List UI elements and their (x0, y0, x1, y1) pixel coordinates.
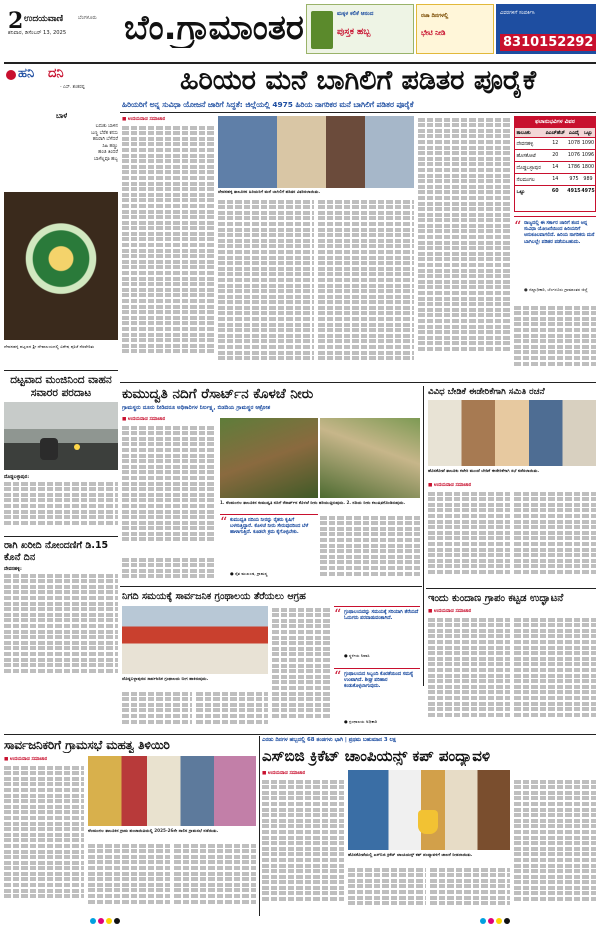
honey-brand-right: ದನಿ (48, 66, 64, 81)
resort-quote (220, 514, 318, 584)
resort-photo-1 (220, 418, 318, 498)
section-divider-bottom (4, 734, 596, 735)
lead-quote-box (514, 216, 596, 300)
cricket-body-col4 (514, 778, 596, 914)
cricket-body-col3 (430, 866, 510, 914)
resort-headline: ಕುಮುದ್ವತಿ ನದಿಗೆ ರೆಸಾರ್ಟ್‌ನ ಕೊಳಚೆ ನೀರು (122, 386, 314, 402)
library-quote-1-attribution: ● ಸ್ಥಳೀಯ ನಿವಾಸಿ (344, 653, 370, 658)
library-quote-1-text: ಗ್ರಂಥಾಲಯವನ್ನು ಸಮಯಕ್ಕೆ ಸರಿಯಾಗಿ ತೆರೆಯದೆ ಓದುಗರು ಪರದಾಡುವಂತಾಗಿದೆ. (344, 610, 419, 622)
headlight-shape (74, 444, 80, 450)
cricket-left-rule (259, 736, 260, 916)
meeting-headline: ವಿವಿಧ ಬೇಡಿಕೆ ಈಡೇರಿಕೆಗಾಗಿ ಸಮಿತಿ ರಚನೆ (428, 387, 545, 397)
library-divider (120, 586, 422, 587)
quote-mark-icon: “ (334, 607, 342, 623)
ration-table (515, 128, 595, 197)
grampanchayat-body-col2 (514, 616, 596, 730)
temple-photo-caption: ದೇವನಹಳ್ಳಿ ಪಟ್ಟಣದ ಶ್ರೀ ದೇವಾಲಯದಲ್ಲಿ ವಿಶೇಷ ಪೂಜೆ ನೆರವೇರಿತು (4, 344, 95, 349)
ad-phone-number[interactable]: 8310152292 (500, 34, 596, 51)
resort-body-col1 (122, 424, 216, 554)
lead-headline: ಹಿರಿಯರ ಮನೆ ಬಾಗಿಲಿಗೆ ಪಡಿತರ ಪೂರೈಕೆ (179, 65, 537, 96)
ration-col-header: ಎಎವೈ (568, 130, 580, 136)
lead-body-col4 (418, 116, 510, 378)
ragi-dateline: ದೇವನಹಳ್ಳಿ: (4, 567, 22, 572)
vehicle-shape (40, 438, 58, 460)
meeting-left-rule (423, 386, 424, 686)
resort-photo-caption: 1. ನೆಲಮಂಗಲ ತಾಲೂಕಿನ ಕುಮುದ್ವತಿ ನದಿಗೆ ರೆಸಾರ್ಟ್‌ನ ಕೊಳಚೆ ನೀರು ಹರಿಯುತ್ತಿರುವುದು. 2. ನದಿಯ ನೀರು ಕಲುಷಿತಗೊಂಡಿರುವುದು. (220, 500, 406, 505)
library-body-col1 (122, 690, 192, 730)
masthead (0, 0, 600, 62)
honey-author: - ಎಸ್. ಶಂಕರಪ್ಪ (60, 85, 85, 90)
resort-byline: ■ ಉದಯವಾಣಿ ಸಮಾಚಾರ (122, 417, 166, 422)
library-headline: ನಿಗದಿ ಸಮಯಕ್ಕೆ ಸಾರ್ವಜನಿಕ ಗ್ರಂಥಾಲಯ ತೆರೆಯಲು ಆಗ್ರಹ (122, 591, 306, 602)
library-quote-1 (334, 606, 420, 664)
library-body-col3 (272, 606, 330, 730)
meeting-byline: ■ ಉದಯವಾಣಿ ಸಮಾಚಾರ (428, 483, 472, 488)
fog-divider (4, 370, 118, 371)
lead-photo-caption: ದೇವನಹಳ್ಳಿ ತಾಲೂಕಿನ ಹಿರಿಯರಿಗೆ ಮನೆ ಬಾಗಿಲಿಗೆ ಪಡಿತರ ವಿತರಿಸಲಾಯಿತು. (218, 189, 321, 194)
gramasabha-body-col1 (4, 764, 84, 914)
resort-body-col3 (320, 514, 420, 584)
trophy-icon (418, 810, 438, 834)
poem-line: ಬಾಳೆಲ್ಲವೂ ಹಬ್ಬ (93, 156, 118, 162)
section-divider-1 (120, 382, 596, 383)
cricket-body-col1 (262, 778, 344, 914)
cricket-photo (348, 770, 510, 850)
ad-banner-3[interactable] (496, 4, 596, 54)
grampanchayat-headline: ಇಂದು ಕುಂದಾಣ ಗ್ರಾಪಂ ಕಟ್ಟಡ ಉದ್ಘಾಟನೆ (428, 593, 564, 604)
ragi-divider (4, 536, 118, 537)
lead-body-col3 (318, 198, 414, 378)
cricket-kicker: ಎರಡು ದಿನಗಳ ಹಬ್ಬದಲ್ಲಿ 68 ತಂಡಗಳು ಭಾಗಿ | ಪ್ರಥಮ ಬಹುಮಾನ 3 ಲಕ್ಷ (262, 737, 396, 743)
honey-brand-left: ಹನಿ (18, 66, 35, 81)
cricket-photo-caption: ಹೊಸಕೋಟೆಯಲ್ಲಿ ಎಸ್‌ಬಿಜಿ ಕ್ರಿಕೆಟ್ ಚಾಂಪಿಯನ್ಸ್ ಕಪ್ ಪಂದ್ಯಾವಳಿಗೆ ಚಾಲನೆ ನೀಡಲಾಯಿತು. (348, 852, 473, 857)
gramasabha-photo (88, 756, 256, 826)
poem-line: ಹಸಿರಾಗಿ ಬೆಳೆದರೆ (92, 137, 118, 143)
cricket-byline: ■ ಉದಯವಾಣಿ ಸಮಾಚಾರ (262, 771, 306, 776)
poem-line: ಬದುಕು ಬಾಳಿನ (95, 124, 118, 129)
table-row: ದೊಡ್ಡಬಳ್ಳಾಪುರ 14 1786 1800 (515, 162, 595, 174)
fog-photo (4, 402, 118, 470)
ration-col-header: ಪಿಎಚ್‌ಹೆಚ್ (545, 130, 565, 136)
library-quote-2-attribution: ● ಗ್ರಂಥಾಲಯ ಅಧಿಕಾರಿ (344, 719, 378, 724)
ad-banner-2[interactable] (416, 4, 494, 54)
ad2-line2: ಭೇಟಿ ನೀಡಿ (421, 29, 446, 37)
meeting-photo-caption: ಹೊಸಕೋಟೆ ತಾಲೂಕು ಕಚೇರಿ ಮುಂದೆ ಬೇಡಿಕೆ ಈಡೇರಿಕೆಗಾಗಿ ಸಭೆ ನಡೆಸಲಾಯಿತು. (428, 468, 540, 473)
table-row-total: ಒಟ್ಟು 60 4915 4975 (515, 186, 595, 198)
gramasabha-photo-caption: ನೆಲಮಂಗಲ ತಾಲೂಕಿನ ಗ್ರಾಮ ಪಂಚಾಯಿತಿಯಲ್ಲಿ 2025-26ನೇ ಸಾಲಿನ ಗ್ರಾಮಸಭೆ ನಡೆಯಿತು. (88, 828, 219, 833)
ration-table-title: ಫಲಾನುಭವಿಗಳ ವಿವರ (515, 117, 595, 128)
resort-body-col1b (122, 556, 216, 584)
poem-title: ಬಾಳೆ (56, 112, 68, 120)
lead-byline: ■ ಉದಯವಾಣಿ ಸಮಾಚಾರ (122, 117, 166, 122)
ragi-headline: ರಾಗಿ ಖರೀದಿ ನೋಂದಣಿಗೆ ಡಿ.15 ಕೊನೆ ದಿನ (4, 540, 109, 563)
gramasabha-byline: ■ ಉದಯವಾಣಿ ಸಮಾಚಾರ (4, 757, 48, 762)
gramasabha-body-col2 (88, 842, 170, 914)
lead-divider (120, 112, 596, 113)
quote-mark-icon: “ (334, 669, 342, 685)
grampanchayat-byline: ■ ಉದಯವಾಣಿ ಸಮಾಚಾರ (428, 609, 472, 614)
library-body-col2 (196, 690, 268, 730)
honey-icon (6, 70, 16, 80)
resort-quote-attribution: ● ರೈತ ಮುಖಂಡ, ಗ್ರಾಮಸ್ಥ (230, 571, 268, 576)
poem-line: ಬಣ್ಣ ಬೆರೆತ ಕನಸು (91, 130, 118, 136)
grampanchayat-body-col1 (428, 616, 510, 730)
table-row: ದೇವನಹಳ್ಳಿ 12 1078 1090 (515, 138, 595, 150)
library-photo-caption: ದೊಡ್ಡಬಳ್ಳಾಪುರದ ಸಾರ್ವಜನಿಕ ಗ್ರಂಥಾಲಯ ಬೀಗ ಹಾಕಿರುವುದು. (122, 676, 209, 681)
poem-line: ಹಂಚಿ ತಿಂದರೆ (98, 150, 118, 156)
lead-quote-attribution: ● ಜಿಲ್ಲಾಧಿಕಾರಿ, ಬೆಂಗಳೂರು ಗ್ರಾಮಾಂತರ ಜಿಲ್ಲೆ (524, 287, 588, 292)
ragi-body (4, 572, 118, 682)
date-line: ಶನಿವಾರ, ಡಿಸೆಂಬರ್ 13, 2025 (8, 30, 67, 36)
ration-col-header: ತಾಲೂಕು (516, 130, 531, 136)
meeting-photo (428, 400, 596, 466)
ad3-line1: ವಿವರಗಳಿಗೆ ಸಂಪರ್ಕಿಸಿ (500, 10, 535, 16)
meeting-body-col1 (428, 490, 510, 586)
lead-subheadline: ಹಿರಿಯರಿಗೆ ಅನ್ನ ಸುವಿಧಾ ಯೋಜನೆ ಜಾರಿಗೆ ಸಿದ್ಧತೆ: ಜಿಲ್ಲೆಯಲ್ಲಿ 4975 ಹಿರಿಯ ನಾಗರಿಕರ ಮನೆ ಬಾಗಿಲಿಗೆ ಪಡಿತರ ಪೂರೈಕೆ (122, 100, 414, 109)
ad1-line1: ಮಕ್ಕಳ ಕಲಿಕೆ ಆನಂದ (337, 11, 374, 17)
library-quote-2 (334, 668, 420, 730)
library-photo (122, 606, 268, 674)
ad1-line2: ಪುಸ್ತಕ ಹಬ್ಬ (337, 27, 371, 37)
ad-banner-1[interactable] (306, 4, 414, 54)
ad2-line1: ರಜಾ ದಿನಗಳಲ್ಲಿ (421, 13, 449, 19)
quote-mark-icon: “ (514, 219, 522, 235)
gramasabha-body-col3 (174, 842, 256, 914)
resort-quote-text: ಕುಮುದ್ವತಿ ನದಿಯ ನೀರನ್ನು ರೈತರು ಕೃಷಿಗೆ ಬಳಸುತ್ತಿದ್ದಾರೆ. ಕೊಳಚೆ ನೀರು ಸೇರುವುದರಿಂದ ಬೆಳೆ ಹಾಳಾಗುತ್ತಿದೆ. ಕೂಡಲೇ ಕ್ರಮ ಕೈಗೊಳ್ಳಬೇಕು. (230, 518, 309, 536)
cricket-body-col2 (348, 866, 426, 914)
gramasabha-headline: ಸಾರ್ವಜನಿಕರಿಗೆ ಗ್ರಾಮಸಭೆ ಮಹತ್ವ ತಿಳಿಯಿರಿ (4, 738, 170, 752)
resort-photo-2 (320, 418, 420, 498)
poem-body (44, 124, 118, 164)
registration-marks (90, 918, 510, 926)
book-icon (311, 11, 333, 49)
edition-label: ಬೆಂಗಳೂರು (78, 15, 97, 21)
grampanchayat-divider (426, 588, 596, 589)
resort-subheadline: ಗ್ರಾಮಸ್ಥರು ದೂರು ನೀಡಿದರೂ ಅಧಿಕಾರಿಗಳ ನಿರ್ಲಕ್ಷ್ಯ, ಬಿಡದಿಯ ಗ್ರಾಮಸ್ಥರ ಆಕ್ರೋಶ (122, 405, 271, 411)
lead-body-col5 (514, 304, 596, 378)
lead-body-col1 (122, 124, 214, 378)
cricket-headline: ಎಸ್‌ಬಿಜಿ ಕ್ರಿಕೆಟ್ ಚಾಂಪಿಯನ್ಸ್ ಕಪ್ ಪಂದ್ಯಾವಳಿ (262, 747, 491, 765)
fog-headline: ದಟ್ಟವಾದ ಮಂಜಿನಿಂದ ವಾಹನ ಸವಾರರ ಪರದಾಟ (10, 374, 112, 399)
paper-name: ಉದಯವಾಣಿ (24, 14, 64, 24)
temple-photo (4, 192, 118, 340)
page-number: 2 (8, 8, 24, 34)
section-title: ಬೆಂ.ಗ್ರಾಮಾಂತರ (124, 8, 304, 48)
fog-body (4, 480, 118, 534)
library-quote-2-text: ಗ್ರಂಥಾಲಯದ ಸಿಬ್ಬಂದಿ ಕೊರತೆಯಿಂದ ಸಮಸ್ಯೆ ಉಂಟಾಗಿದೆ. ಶೀಘ್ರ ಪರಿಹಾರ ಕಂಡುಕೊಳ್ಳಲಾಗುವುದು. (344, 672, 414, 690)
table-row: ನೆಲಮಂಗಲ 14 975 989 (515, 174, 595, 186)
ration-table-box (514, 116, 596, 212)
lead-photo (218, 116, 414, 188)
poem-line: ಸಿಹಿ ಹಣ್ಣು (102, 143, 118, 149)
lead-body-col2 (218, 198, 314, 378)
table-row: ಹೊಸಕೋಟೆ 20 1076 1096 (515, 150, 595, 162)
honey-column (4, 66, 118, 366)
meeting-body-col2 (514, 490, 596, 586)
quote-mark-icon: “ (220, 515, 228, 531)
ration-col-header: ಒಟ್ಟು (583, 130, 593, 136)
fog-dateline: ದೊಡ್ಡಬಳ್ಳಾಪುರ: (4, 475, 30, 480)
lead-quote-text: ರಾಜ್ಯದಲ್ಲಿ ಈ ಸರ್ಕಾರ ಜಾರಿಗೆ ತಂದ ಅನ್ನ ಸುವಿಧಾ ಯೋಜನೆಯಿಂದ ಹಿರಿಯರಿಗೆ ಅನುಕೂಲವಾಗಲಿದೆ. ಹಿರಿಯ ನಾಗರಿಕರು ಮನೆ ಬಾಗಿಲಲ್ಲೇ ಪಡಿತರ ಪಡೆಯಬಹುದು. (524, 221, 595, 245)
